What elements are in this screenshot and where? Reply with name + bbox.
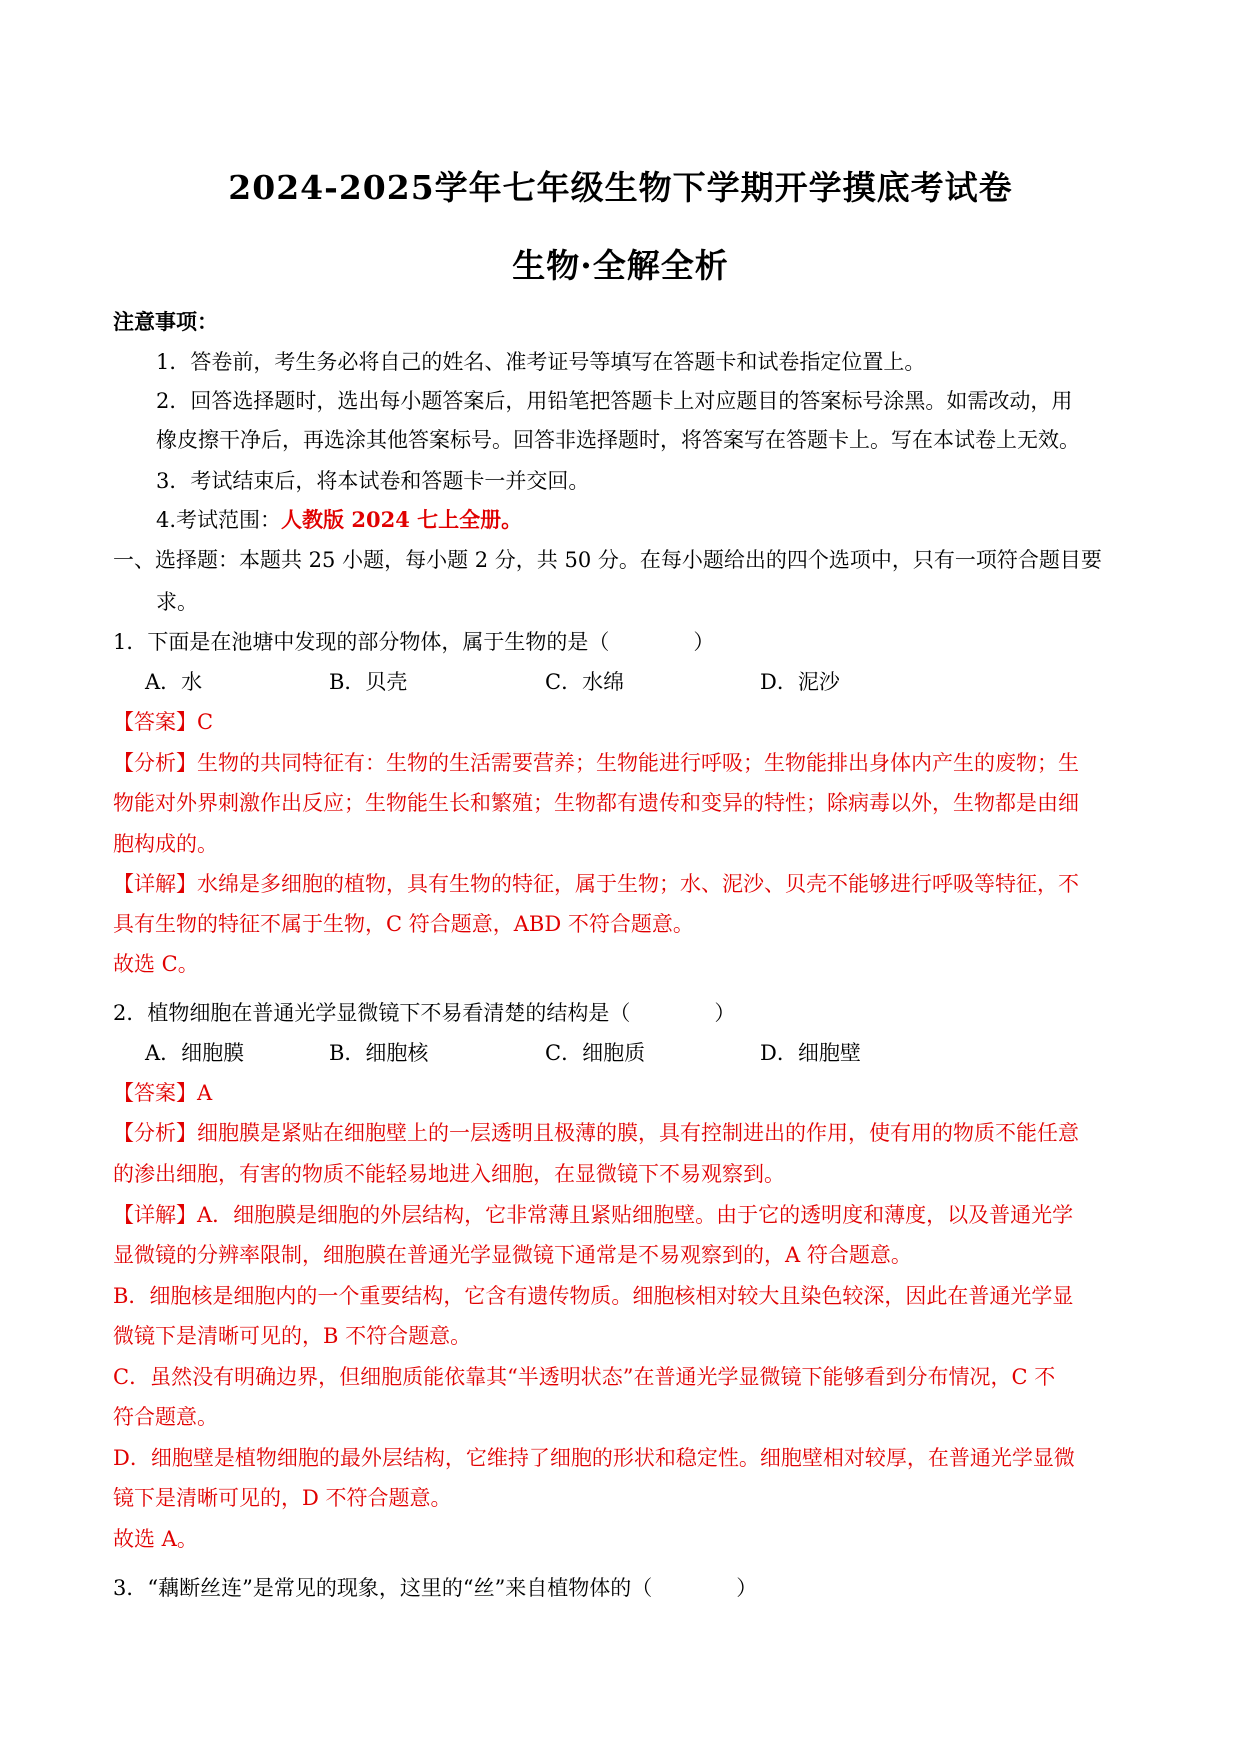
- page-subtitle: 生物·全解全析: [512, 246, 729, 285]
- notice-item-2-line-2: 橡皮擦干净后，再选涂其他答案标号。回答非选择题时，将答案写在答题卡上。写在本试卷上无效。: [156, 428, 1080, 452]
- q1-option-a: A．水: [145, 670, 203, 694]
- q2-detail-c-line-2: 符合题意。: [113, 1405, 218, 1429]
- q2-option-a: A．细胞膜: [145, 1041, 245, 1065]
- notice-item-4: [156, 505, 522, 535]
- q2-answer: 【答案】A: [113, 1081, 213, 1105]
- q3-stem: 3．“藕断丝连”是常见的现象，这里的“丝”来自植物体的（ ）: [113, 1576, 758, 1600]
- q1-option-c: C．水绵: [545, 670, 625, 694]
- q2-detail-c-line-1: C．虽然没有明确边界，但细胞质能依靠其“半透明状态”在普通光学显微镜下能够看到分布情况，C 不: [113, 1365, 1056, 1389]
- q1-answer: 【答案】C: [113, 710, 214, 734]
- notice-item-4-prefix: 4.考试范围：: [156, 508, 282, 532]
- q1-analysis-line-2: 物能对外界刺激作出反应；生物能生长和繁殖；生物都有遗传和变异的特性；除病毒以外，生物都是由细: [113, 791, 1079, 815]
- notice-item-1: 1．答卷前，考生务必将自己的姓名、准考证号等填写在答题卡和试卷指定位置上。: [156, 350, 926, 374]
- q1-conclusion: 故选 C。: [113, 952, 199, 976]
- q2-detail-d-line-1: D．细胞壁是植物细胞的最外层结构，它维持了细胞的形状和稳定性。细胞壁相对较厚，在普通光学显微: [113, 1446, 1075, 1470]
- q2-detail-b-line-2: 微镜下是清晰可见的，B 不符合题意。: [113, 1324, 472, 1348]
- q1-analysis-line-1: 【分析】生物的共同特征有：生物的生活需要营养；生物能进行呼吸；生物能排出身体内产生的废物；生: [113, 751, 1079, 775]
- q1-option-d: D．泥沙: [760, 670, 840, 694]
- notice-item-4-scope: 人教版 2024 七上全册。: [281, 507, 523, 532]
- notice-item-2-line-1: 2．回答选择题时，选出每小题答案后，用铅笔把答题卡上对应题目的答案标号涂黑。如需改动，用: [156, 389, 1073, 413]
- q2-analysis-line-2: 的渗出细胞，有害的物质不能轻易地进入细胞，在显微镜下不易观察到。: [113, 1162, 785, 1186]
- q2-option-c: C．细胞质: [545, 1041, 646, 1065]
- q2-detail-line-2: 显微镜的分辨率限制，细胞膜在普通光学显微镜下通常是不易观察到的，A 符合题意。: [113, 1243, 912, 1267]
- section-1-heading-line-2: 求。: [156, 590, 198, 614]
- page-title: 2024-2025学年七年级生物下学期开学摸底考试卷: [228, 168, 1013, 207]
- q2-stem: 2．植物细胞在普通光学显微镜下不易看清楚的结构是（ ）: [113, 1001, 736, 1025]
- q1-detail-line-2: 具有生物的特征不属于生物，C 符合题意，ABD 不符合题意。: [113, 912, 694, 936]
- q1-analysis-line-3: 胞构成的。: [113, 832, 218, 856]
- notice-item-3: 3．考试结束后，将本试卷和答题卡一并交回。: [156, 469, 590, 493]
- q2-option-b: B．细胞核: [329, 1041, 429, 1065]
- q2-detail-line-1: 【详解】A．细胞膜是细胞的外层结构，它非常薄且紧贴细胞壁。由于它的透明度和薄度，以及普通光学: [113, 1203, 1074, 1227]
- q1-option-b: B．贝壳: [329, 670, 408, 694]
- q1-detail-line-1: 【详解】水绵是多细胞的植物，具有生物的特征，属于生物；水、泥沙、贝壳不能够进行呼吸等特征，不: [113, 872, 1079, 896]
- q2-detail-d-line-2: 镜下是清晰可见的，D 不符合题意。: [113, 1486, 452, 1510]
- q2-analysis-line-1: 【分析】细胞膜是紧贴在细胞壁上的一层透明且极薄的膜，具有控制进出的作用，使有用的物质不能任意: [113, 1121, 1079, 1145]
- q1-stem: 1．下面是在池塘中发现的部分物体，属于生物的是（ ）: [113, 630, 715, 654]
- section-1-heading-line-1: 一、选择题：本题共 25 小题，每小题 2 分，共 50 分。在每小题给出的四个选项中，只有一项符合题目要: [113, 548, 1102, 572]
- q2-conclusion: 故选 A。: [113, 1527, 198, 1551]
- q2-detail-b-line-1: B．细胞核是细胞内的一个重要结构，它含有遗传物质。细胞核相对较大且染色较深，因此在普通光学显: [113, 1284, 1074, 1308]
- q2-option-d: D．细胞壁: [760, 1041, 861, 1065]
- notice-heading: 注意事项：: [113, 309, 218, 334]
